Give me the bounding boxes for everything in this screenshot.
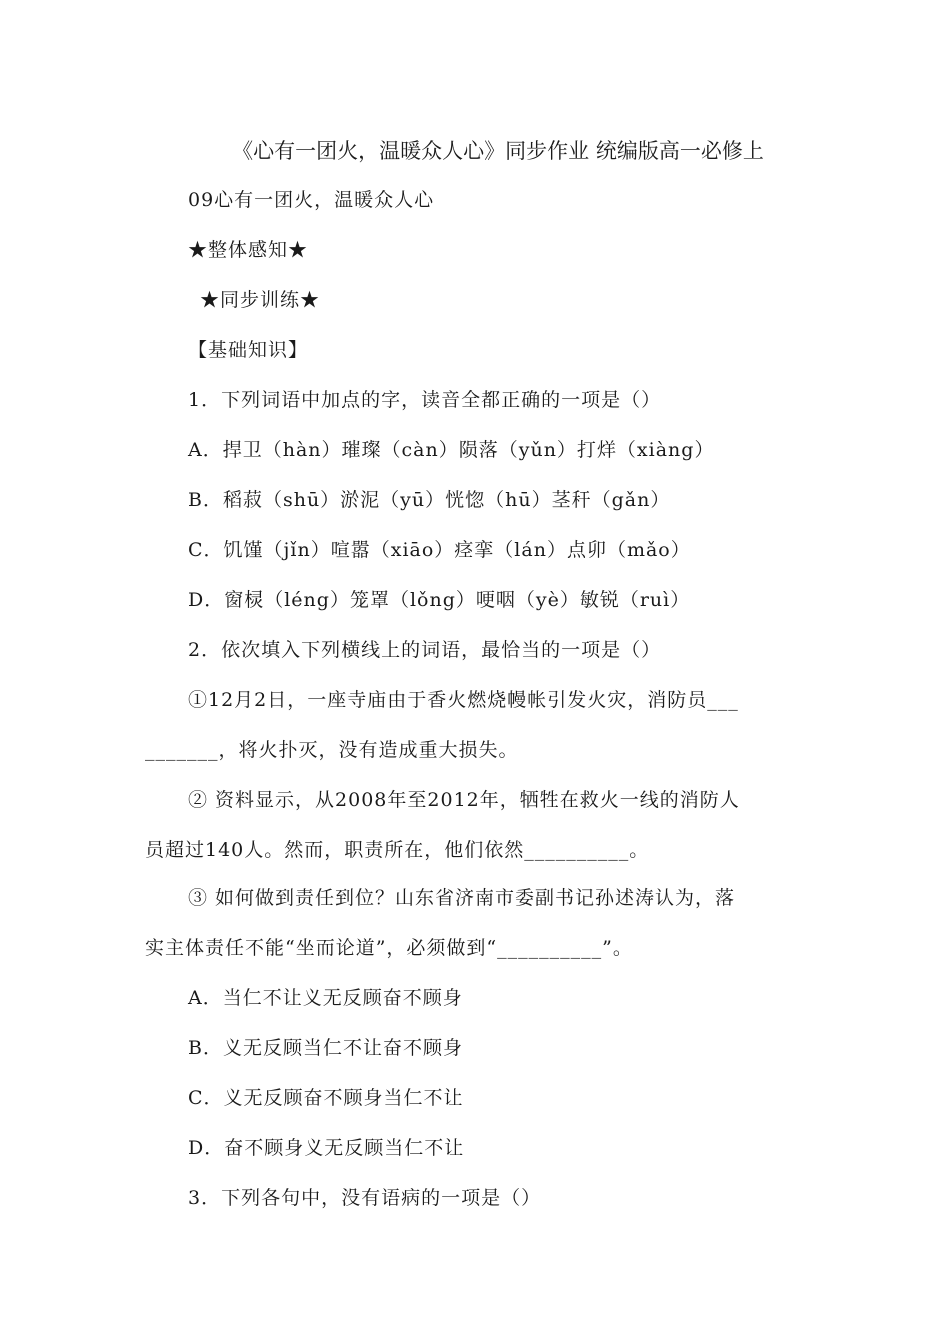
question-2-sentence-1-line-2: _______，将火扑灭，没有造成重大损失。: [145, 739, 519, 761]
question-2-sentence-3-line-1: ③ 如何做到责任到位？山东省济南市委副书记孙述涛认为，落: [188, 887, 736, 909]
section-heading-basic: 【基础知识】: [188, 339, 309, 361]
question-1-stem: 1．下列词语中加点的字，读音全都正确的一项是（）: [188, 389, 662, 411]
question-2-option-d: D．奋不顾身义无反顾当仁不让: [188, 1137, 465, 1159]
question-2-option-b: B．义无反顾当仁不让奋不顾身: [188, 1037, 463, 1059]
question-1-option-d: D．窗棂（léng）笼罩（lǒng）哽咽（yè）敏锐（ruì）: [188, 589, 691, 611]
question-1-option-a: A．捍卫（hàn）璀璨（càn）陨落（yǔn）打烊（xiàng）: [188, 439, 715, 461]
question-3-stem: 3．下列各句中，没有语病的一项是（）: [188, 1187, 542, 1209]
document-title: 《心有一团火，温暖众人心》同步作业 统编版高一必修上: [232, 139, 764, 163]
question-2-option-c: C．义无反顾奋不顾身当仁不让: [188, 1087, 464, 1109]
question-2-sentence-1-line-1: ①12月2日，一座寺庙由于香火燃烧幔帐引发火灾，消防员___: [188, 689, 739, 711]
question-2-stem: 2．依次填入下列横线上的词语，最恰当的一项是（）: [188, 639, 662, 661]
question-1-option-b: B．稻菽（shū）淤泥（yū）恍惚（hū）茎秆（gǎn）: [188, 489, 671, 511]
question-2-sentence-2-line-2: 员超过140人。然而，职责所在，他们依然__________。: [145, 839, 650, 861]
section-heading-sync: ★同步训练★: [200, 289, 321, 311]
question-2-sentence-2-line-1: ② 资料显示，从2008年至2012年，牺牲在救火一线的消防人: [188, 789, 740, 811]
question-2-option-a: A．当仁不让义无反顾奋不顾身: [188, 987, 463, 1009]
section-heading-overall: ★整体感知★: [188, 239, 309, 261]
question-1-option-c: C．饥馑（jǐn）喧嚣（xiāo）痉挛（lán）点卯（mǎo）: [188, 539, 691, 561]
question-2-sentence-3-line-2: 实主体责任不能“坐而论道”，必须做到“__________”。: [145, 937, 633, 959]
lesson-title: 09心有一团火，温暖众人心: [188, 189, 435, 211]
